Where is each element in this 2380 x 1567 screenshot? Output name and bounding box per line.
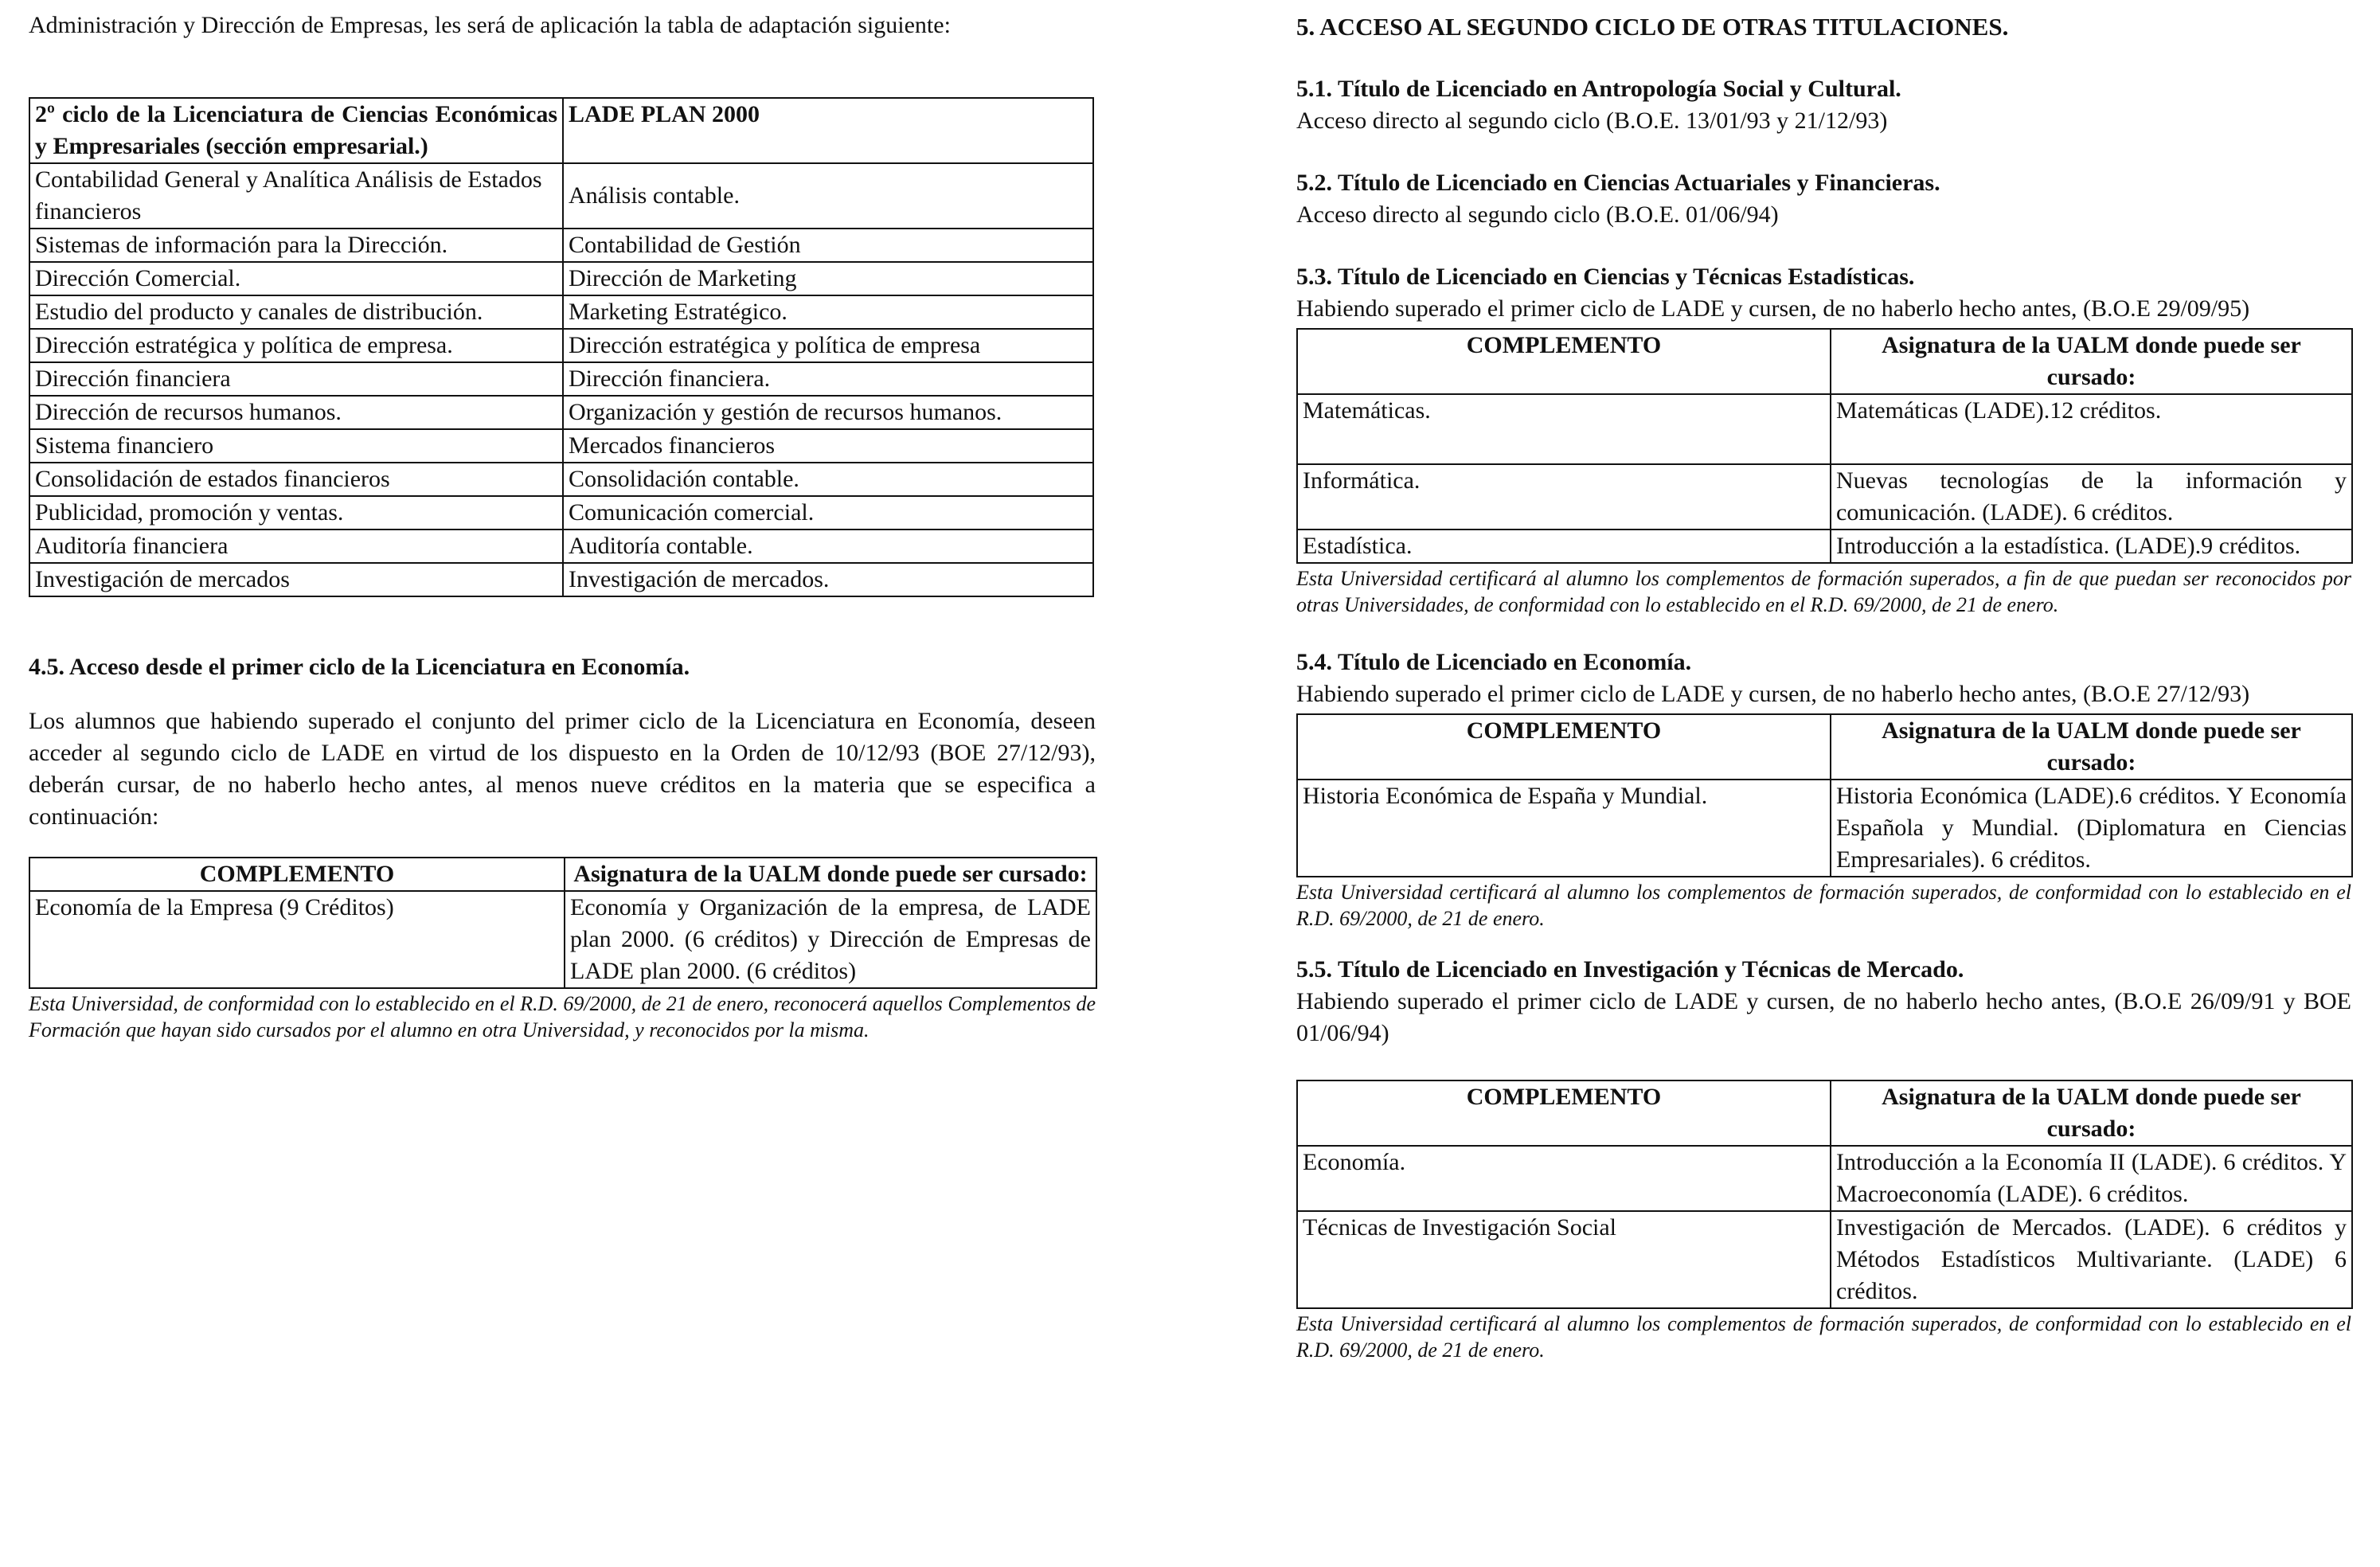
table-row bbox=[1297, 780, 2352, 877]
table-header-cell: 2º ciclo de la Licenciatura de Ciencias Económicas y Empresariales (sección empresarial.) bbox=[29, 98, 563, 163]
complement-table-5-5 bbox=[1296, 1080, 2353, 1309]
table-cell: Economía y Organización de la empresa, de LADE plan 2000. (6 créditos) y Dirección de Empresas de LADE plan 2000. (6 créditos) bbox=[565, 891, 1096, 988]
table-cell: Investigación de Mercados. (LADE). 6 créditos y Métodos Estadísticos Multivariante. (LADE) 6 créditos. bbox=[1831, 1211, 2352, 1308]
table-cell: Matemáticas (LADE).12 créditos. bbox=[1831, 394, 2352, 464]
table-cell: Organización y gestión de recursos humanos. bbox=[563, 396, 1093, 429]
table-header-cell: COMPLEMENTO bbox=[29, 858, 565, 891]
table-header-cell: COMPLEMENTO bbox=[1297, 329, 1831, 394]
table-row bbox=[29, 496, 1093, 529]
table-header-cell: COMPLEMENTO bbox=[1297, 714, 1831, 780]
table-header-row bbox=[1297, 714, 2352, 780]
table-header-row bbox=[1297, 1080, 2352, 1146]
table-cell: Consolidación contable. bbox=[563, 463, 1093, 496]
table-row bbox=[29, 329, 1093, 362]
table-cell: Dirección estratégica y política de empresa. bbox=[29, 329, 563, 362]
table-cell: Introducción a la Economía II (LADE). 6 créditos. Y Macroeconomía (LADE). 6 créditos. bbox=[1831, 1146, 2352, 1211]
table-row bbox=[1297, 394, 2352, 464]
section-5-title: 5. ACCESO AL SEGUNDO CICLO DE OTRAS TITULACIONES. bbox=[1296, 13, 2009, 41]
section-5-5-text: Habiendo superado el primer ciclo de LADE y cursen, de no haberlo hecho antes, (B.O.E 26/09/91 y BOE 01/06/94) bbox=[1296, 988, 2351, 1046]
table-cell: Marketing Estratégico. bbox=[563, 295, 1093, 329]
table-cell: Contabilidad General y Analítica Análisis de Estados financieros bbox=[29, 163, 563, 229]
table-header-cell: LADE PLAN 2000 bbox=[563, 98, 1093, 163]
table-header-cell: COMPLEMENTO bbox=[1297, 1080, 1831, 1146]
table-cell: Auditoría contable. bbox=[563, 529, 1093, 563]
table-cell: Análisis contable. bbox=[563, 163, 1093, 229]
section-5-3-text: Habiendo superado el primer ciclo de LADE y cursen, de no haberlo hecho antes, (B.O.E 29/09/95) bbox=[1296, 295, 2250, 322]
table-cell: Sistemas de información para la Dirección. bbox=[29, 229, 563, 262]
table-row bbox=[29, 429, 1093, 463]
table-cell: Introducción a la estadística. (LADE).9 créditos. bbox=[1831, 529, 2352, 563]
table-cell: Dirección financiera. bbox=[563, 362, 1093, 396]
section-5-5-note: Esta Universidad certificará al alumno los complementos de formación superados, de conformidad con lo establecido en el R.D. 69/2000, de 21 de enero. bbox=[1296, 1312, 2351, 1362]
table-row bbox=[29, 229, 1093, 262]
table-cell: Técnicas de Investigación Social bbox=[1297, 1211, 1831, 1308]
complement-table-5-3 bbox=[1296, 328, 2353, 564]
table-row bbox=[29, 529, 1093, 563]
table-header-row bbox=[29, 98, 1093, 163]
table-cell: Dirección Comercial. bbox=[29, 262, 563, 295]
table-row bbox=[29, 563, 1093, 596]
table-row bbox=[29, 362, 1093, 396]
section-5-4-text: Habiendo superado el primer ciclo de LADE y cursen, de no haberlo hecho antes, (B.O.E 27/12/93) bbox=[1296, 681, 2250, 707]
table-cell: Sistema financiero bbox=[29, 429, 563, 463]
section-5-1-text: Acceso directo al segundo ciclo (B.O.E. 13/01/93 y 21/12/93) bbox=[1296, 107, 1888, 134]
table-row bbox=[1297, 1211, 2352, 1308]
table-row bbox=[29, 463, 1093, 496]
table-row bbox=[1297, 529, 2352, 563]
table-cell: Consolidación de estados financieros bbox=[29, 463, 563, 496]
section-5-4-heading: 5.4. Título de Licenciado en Economía. bbox=[1296, 649, 1692, 675]
table-header-cell: Asignatura de la UALM donde puede ser cursado: bbox=[1831, 1080, 2352, 1146]
complement-table-5-4 bbox=[1296, 713, 2353, 877]
section-5-4-note: Esta Universidad certificará al alumno los complementos de formación superados, de conformidad con lo establecido en el R.D. 69/2000, de 21 de enero. bbox=[1296, 881, 2351, 930]
table-cell: Dirección estratégica y política de empresa bbox=[563, 329, 1093, 362]
table-cell: Dirección financiera bbox=[29, 362, 563, 396]
table-cell: Estadística. bbox=[1297, 529, 1831, 563]
intro-paragraph: Administración y Dirección de Empresas, les será de aplicación la tabla de adaptación siguiente: bbox=[29, 12, 951, 38]
table-cell: Historia Económica (LADE).6 créditos. Y Economía Española y Mundial. (Diplomatura en Ciencias Empresariales). 6 créditos. bbox=[1831, 780, 2352, 877]
table-cell: Informática. bbox=[1297, 464, 1831, 529]
table-cell: Auditoría financiera bbox=[29, 529, 563, 563]
table-cell: Investigación de mercados bbox=[29, 563, 563, 596]
table-cell: Estudio del producto y canales de distribución. bbox=[29, 295, 563, 329]
table-cell: Economía de la Empresa (9 Créditos) bbox=[29, 891, 565, 988]
table-cell: Dirección de recursos humanos. bbox=[29, 396, 563, 429]
table-row bbox=[1297, 1146, 2352, 1211]
table-cell: Historia Económica de España y Mundial. bbox=[1297, 780, 1831, 877]
table-cell: Mercados financieros bbox=[563, 429, 1093, 463]
table-cell: Comunicación comercial. bbox=[563, 496, 1093, 529]
table-cell: Investigación de mercados. bbox=[563, 563, 1093, 596]
table-cell: Dirección de Marketing bbox=[563, 262, 1093, 295]
table-row bbox=[29, 262, 1093, 295]
table-cell: Economía. bbox=[1297, 1146, 1831, 1211]
section-5-3-heading: 5.3. Título de Licenciado en Ciencias y Técnicas Estadísticas. bbox=[1296, 264, 1915, 290]
table-header-row bbox=[29, 858, 1096, 891]
section-4-5-paragraph: Los alumnos que habiendo superado el conjunto del primer ciclo de la Licenciatura en Economía, deseen acceder al segundo ciclo de LADE en virtud de los dispuesto en la Orden de 10/12/93 (BOE 27/12/93), deberán cursar, de no haberlo hecho antes, al menos nueve créditos en la materia que se especifica a continuación: bbox=[29, 708, 1096, 830]
table-header-cell: Asignatura de la UALM donde puede ser cursado: bbox=[1831, 714, 2352, 780]
table-cell: Matemáticas. bbox=[1297, 394, 1831, 464]
section-4-5-note: Esta Universidad, de conformidad con lo establecido en el R.D. 69/2000, de 21 de enero, reconocerá aquellos Complementos de Formación que hayan sido cursados por el alumno en otra Universidad, y reconocidos por la misma. bbox=[29, 992, 1096, 1041]
left-column bbox=[29, 0, 1096, 1043]
table-row bbox=[1297, 464, 2352, 529]
right-column bbox=[1296, 0, 2351, 1363]
table-row bbox=[29, 163, 1093, 229]
table-row bbox=[29, 891, 1096, 988]
adaptation-table bbox=[29, 97, 1094, 597]
table-header-cell: Asignatura de la UALM donde puede ser cursado: bbox=[565, 858, 1096, 891]
table-header-cell: Asignatura de la UALM donde puede ser cursado: bbox=[1831, 329, 2352, 394]
section-5-2-heading: 5.2. Título de Licenciado en Ciencias Actuariales y Financieras. bbox=[1296, 170, 1940, 196]
table-cell: Publicidad, promoción y ventas. bbox=[29, 496, 563, 529]
table-header-row bbox=[1297, 329, 2352, 394]
table-cell: Contabilidad de Gestión bbox=[563, 229, 1093, 262]
section-4-5-heading: 4.5. Acceso desde el primer ciclo de la Licenciatura en Economía. bbox=[29, 654, 690, 680]
section-5-2-text: Acceso directo al segundo ciclo (B.O.E. 01/06/94) bbox=[1296, 201, 1779, 228]
section-5-5-heading: 5.5. Título de Licenciado en Investigación y Técnicas de Mercado. bbox=[1296, 956, 1964, 983]
section-5-3-note: Esta Universidad certificará al alumno los complementos de formación superados, a fin de que puedan ser reconocidos por otras Universidades, de conformidad con lo establecido en el R.D. 69/2000, de 21 de enero. bbox=[1296, 567, 2351, 616]
table-row bbox=[29, 396, 1093, 429]
table-cell: Nuevas tecnologías de la información y comunicación. (LADE). 6 créditos. bbox=[1831, 464, 2352, 529]
section-5-1-heading: 5.1. Título de Licenciado en Antropología Social y Cultural. bbox=[1296, 76, 1901, 102]
complement-table-4-5 bbox=[29, 857, 1097, 989]
table-row bbox=[29, 295, 1093, 329]
